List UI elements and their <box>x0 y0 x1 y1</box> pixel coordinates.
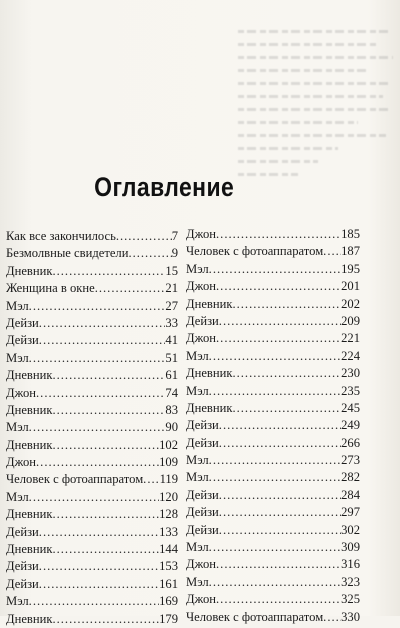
toc-entry <box>186 365 360 382</box>
toc-entry <box>186 435 360 452</box>
toc-entry-title: Дневник <box>186 296 233 311</box>
toc-entry-page: 33 <box>165 315 178 330</box>
toc-entry-page: 27 <box>165 298 178 313</box>
toc-leader-dots <box>232 365 341 382</box>
toc-leader-dots <box>36 454 159 471</box>
toc-entry <box>186 417 360 434</box>
toc-entry-title: Дневник <box>6 611 53 626</box>
toc-entry-title: Дейзи <box>6 559 39 574</box>
toc-entry <box>186 313 360 330</box>
toc-entry-title: Мэл <box>186 453 209 468</box>
toc-entry <box>6 558 178 575</box>
toc-leader-dots <box>209 348 341 365</box>
toc-entry-page: 120 <box>159 489 178 504</box>
toc-entry-title: Человек с фотоаппаратом <box>186 244 324 259</box>
toc-entry-title: Дневник <box>186 366 233 381</box>
toc-leader-dots <box>209 452 341 469</box>
toc-entry-page: 230 <box>341 366 360 381</box>
toc-leader-dots <box>219 313 341 330</box>
toc-leader-dots <box>216 591 341 608</box>
toc-leader-dots <box>216 330 341 347</box>
toc-entry-page: 235 <box>341 383 360 398</box>
toc-leader-dots <box>209 539 341 556</box>
toc-entry-title: Женщина в окне <box>6 281 95 296</box>
toc-entry-title: Как все закончилось <box>6 229 116 243</box>
toc-entry-page: 195 <box>341 261 360 276</box>
toc-entry <box>186 330 360 347</box>
toc-entry <box>6 471 178 488</box>
toc-entry-page: 169 <box>159 594 178 609</box>
toc-entry-page: 201 <box>341 279 360 294</box>
toc-leader-dots <box>232 400 341 417</box>
toc-entry-page: 282 <box>341 470 360 485</box>
toc-entry <box>186 487 360 504</box>
toc-entry-title: Мэл <box>6 489 29 504</box>
toc-entry <box>6 611 178 628</box>
toc-leader-dots <box>39 524 159 541</box>
toc-leader-dots <box>39 558 159 575</box>
toc-leader-dots <box>29 350 166 367</box>
toc-entry-title: Мэл <box>6 420 29 435</box>
toc-entry-page: 273 <box>341 453 360 468</box>
toc-leader-dots <box>116 228 172 245</box>
toc-entry-title: Безмолвные свидетели <box>6 246 129 261</box>
toc-leader-dots <box>209 469 341 486</box>
toc-entry-page: 224 <box>341 348 360 363</box>
toc-entry <box>6 315 178 332</box>
toc-entry-title: Мэл <box>186 540 209 555</box>
toc-leader-dots <box>219 417 341 434</box>
toc-entry <box>6 228 178 245</box>
toc-entry-page: 302 <box>341 522 360 537</box>
toc-leader-dots <box>95 280 166 297</box>
toc-entry-title: Дейзи <box>6 333 39 348</box>
toc-leader-dots <box>232 296 341 313</box>
toc-entry-title: Дейзи <box>186 487 219 502</box>
toc-leader-dots <box>29 593 159 610</box>
toc-leader-dots <box>216 278 341 295</box>
toc-entry-page: 323 <box>341 574 360 589</box>
toc-entry-title: Человек с фотоаппаратом <box>186 609 324 624</box>
toc-entry-page: 21 <box>165 281 178 296</box>
toc-entry-page: 266 <box>341 435 360 450</box>
toc-entry-title: Дейзи <box>186 418 219 433</box>
toc-leader-dots <box>209 383 341 400</box>
toc-entry-page: 153 <box>159 559 178 574</box>
toc-entry <box>186 522 360 539</box>
toc-entry <box>186 261 360 278</box>
toc-entry <box>6 419 178 436</box>
toc-entry-page: 202 <box>341 296 360 311</box>
toc-entry <box>6 576 178 593</box>
toc-entry-title: Дейзи <box>186 522 219 537</box>
toc-leader-dots <box>52 611 159 628</box>
toc-entry-page: 249 <box>341 418 360 433</box>
toc-leader-dots <box>29 419 166 436</box>
toc-entry-title: Дневник <box>6 263 53 278</box>
toc-entry-title: Джон <box>186 227 217 241</box>
toc-entry <box>6 263 178 280</box>
toc-leader-dots <box>219 487 341 504</box>
toc-entry-page: 245 <box>341 400 360 415</box>
toc-entry-page: 109 <box>159 455 178 470</box>
toc-entry <box>186 469 360 486</box>
toc-entry <box>186 574 360 591</box>
toc-entry <box>6 280 178 297</box>
toc-entry-title: Человек с фотоаппаратом <box>6 472 144 487</box>
toc-entry <box>6 332 178 349</box>
toc-entry-page: 7 <box>171 229 178 243</box>
toc-leader-dots <box>323 243 341 260</box>
toc-entry <box>6 541 178 558</box>
toc-entry <box>6 367 178 384</box>
toc-entry-title: Джон <box>6 455 37 470</box>
toc-entry <box>6 524 178 541</box>
toc-entry-page: 15 <box>165 263 178 278</box>
toc-entry-page: 9 <box>171 246 178 261</box>
toc-entry-title: Дневник <box>6 437 53 452</box>
toc-entry-page: 51 <box>165 350 178 365</box>
toc-entry-title: Дейзи <box>6 524 39 539</box>
toc-entry <box>186 226 360 243</box>
toc-right-column <box>186 226 360 626</box>
toc-entry-title: Дневник <box>186 400 233 415</box>
toc-entry <box>6 245 178 262</box>
toc-leader-dots <box>209 261 341 278</box>
toc-entry <box>186 400 360 417</box>
toc-entry-page: 187 <box>341 244 360 259</box>
toc-entry-title: Дейзи <box>186 505 219 520</box>
toc-leader-dots <box>219 504 341 521</box>
toc-entry-title: Джон <box>6 385 37 400</box>
toc-entry-page: 309 <box>341 540 360 555</box>
toc-entry <box>186 278 360 295</box>
toc-entry-page: 330 <box>341 609 360 624</box>
toc-entry <box>186 504 360 521</box>
toc-leader-dots <box>52 367 165 384</box>
toc-entry <box>186 452 360 469</box>
toc-entry-title: Мэл <box>186 574 209 589</box>
toc-entry-page: 144 <box>159 542 178 557</box>
toc-leader-dots <box>29 298 166 315</box>
toc-leader-dots <box>216 226 341 243</box>
toc-entry <box>186 243 360 260</box>
toc-leader-dots <box>323 609 341 626</box>
toc-entry-title: Мэл <box>186 383 209 398</box>
toc-entry-page: 128 <box>159 507 178 522</box>
toc-entry <box>6 402 178 419</box>
toc-entry-title: Джон <box>186 592 217 607</box>
toc-entry-title: Джон <box>186 279 217 294</box>
toc-entry-page: 74 <box>165 385 178 400</box>
toc-entry-title: Мэл <box>6 594 29 609</box>
toc-entry-page: 90 <box>165 420 178 435</box>
toc-leader-dots <box>143 471 159 488</box>
toc-entry-page: 61 <box>165 368 178 383</box>
toc-leader-dots <box>29 489 159 506</box>
toc-entry-page: 185 <box>341 227 360 241</box>
toc-entry-page: 83 <box>165 402 178 417</box>
toc-entry-title: Мэл <box>186 470 209 485</box>
toc-entry <box>6 385 178 402</box>
toc-entry <box>6 593 178 610</box>
toc-entry <box>6 298 178 315</box>
toc-entry-title: Мэл <box>6 298 29 313</box>
toc-entry <box>186 296 360 313</box>
toc-entry <box>186 539 360 556</box>
toc-leader-dots <box>39 576 159 593</box>
toc-entry-page: 221 <box>341 331 360 346</box>
toc-title: Оглавление <box>94 172 235 202</box>
toc-entry-page: 179 <box>159 611 178 626</box>
toc-entry-page: 316 <box>341 557 360 572</box>
toc-leader-dots <box>52 402 165 419</box>
toc-entry-title: Дневник <box>6 507 53 522</box>
toc-entry-title: Дейзи <box>186 435 219 450</box>
toc-entry-page: 297 <box>341 505 360 520</box>
toc-leader-dots <box>219 522 341 539</box>
toc-entry-title: Дневник <box>6 368 53 383</box>
toc-entry <box>6 489 178 506</box>
toc-entry-title: Джон <box>186 331 217 346</box>
toc-left-column <box>6 228 178 628</box>
toc-entry-title: Мэл <box>6 350 29 365</box>
toc-leader-dots <box>219 435 341 452</box>
toc-entry <box>6 437 178 454</box>
toc-entry <box>186 348 360 365</box>
toc-leader-dots <box>209 574 341 591</box>
toc-entry <box>6 506 178 523</box>
toc-entry <box>186 591 360 608</box>
toc-entry-title: Мэл <box>186 348 209 363</box>
toc-leader-dots <box>52 437 159 454</box>
toc-entry-title: Дейзи <box>6 315 39 330</box>
toc-entry <box>186 609 360 626</box>
toc-leader-dots <box>128 245 171 262</box>
toc-leader-dots <box>52 506 159 523</box>
toc-entry-page: 133 <box>159 524 178 539</box>
toc-entry-title: Дневник <box>6 402 53 417</box>
toc-entry-page: 284 <box>341 487 360 502</box>
toc-entry <box>6 350 178 367</box>
toc-entry-title: Джон <box>186 557 217 572</box>
toc-entry <box>186 383 360 400</box>
toc-entry-title: Дейзи <box>186 313 219 328</box>
toc-leader-dots <box>39 332 166 349</box>
toc-entry-title: Дейзи <box>6 576 39 591</box>
toc-entry-page: 102 <box>159 437 178 452</box>
toc-leader-dots <box>36 385 165 402</box>
toc-entry-page: 325 <box>341 592 360 607</box>
toc-leader-dots <box>39 315 166 332</box>
toc-entry-page: 209 <box>341 313 360 328</box>
toc-entry <box>186 556 360 573</box>
toc-entry-title: Дневник <box>6 542 53 557</box>
toc-entry-page: 41 <box>165 333 178 348</box>
toc-leader-dots <box>216 556 341 573</box>
toc-entry-page: 161 <box>159 576 178 591</box>
toc-leader-dots <box>52 541 159 558</box>
toc-entry-title: Мэл <box>186 261 209 276</box>
toc-entry-page: 119 <box>159 472 178 487</box>
toc-leader-dots <box>52 263 165 280</box>
toc-entry <box>6 454 178 471</box>
